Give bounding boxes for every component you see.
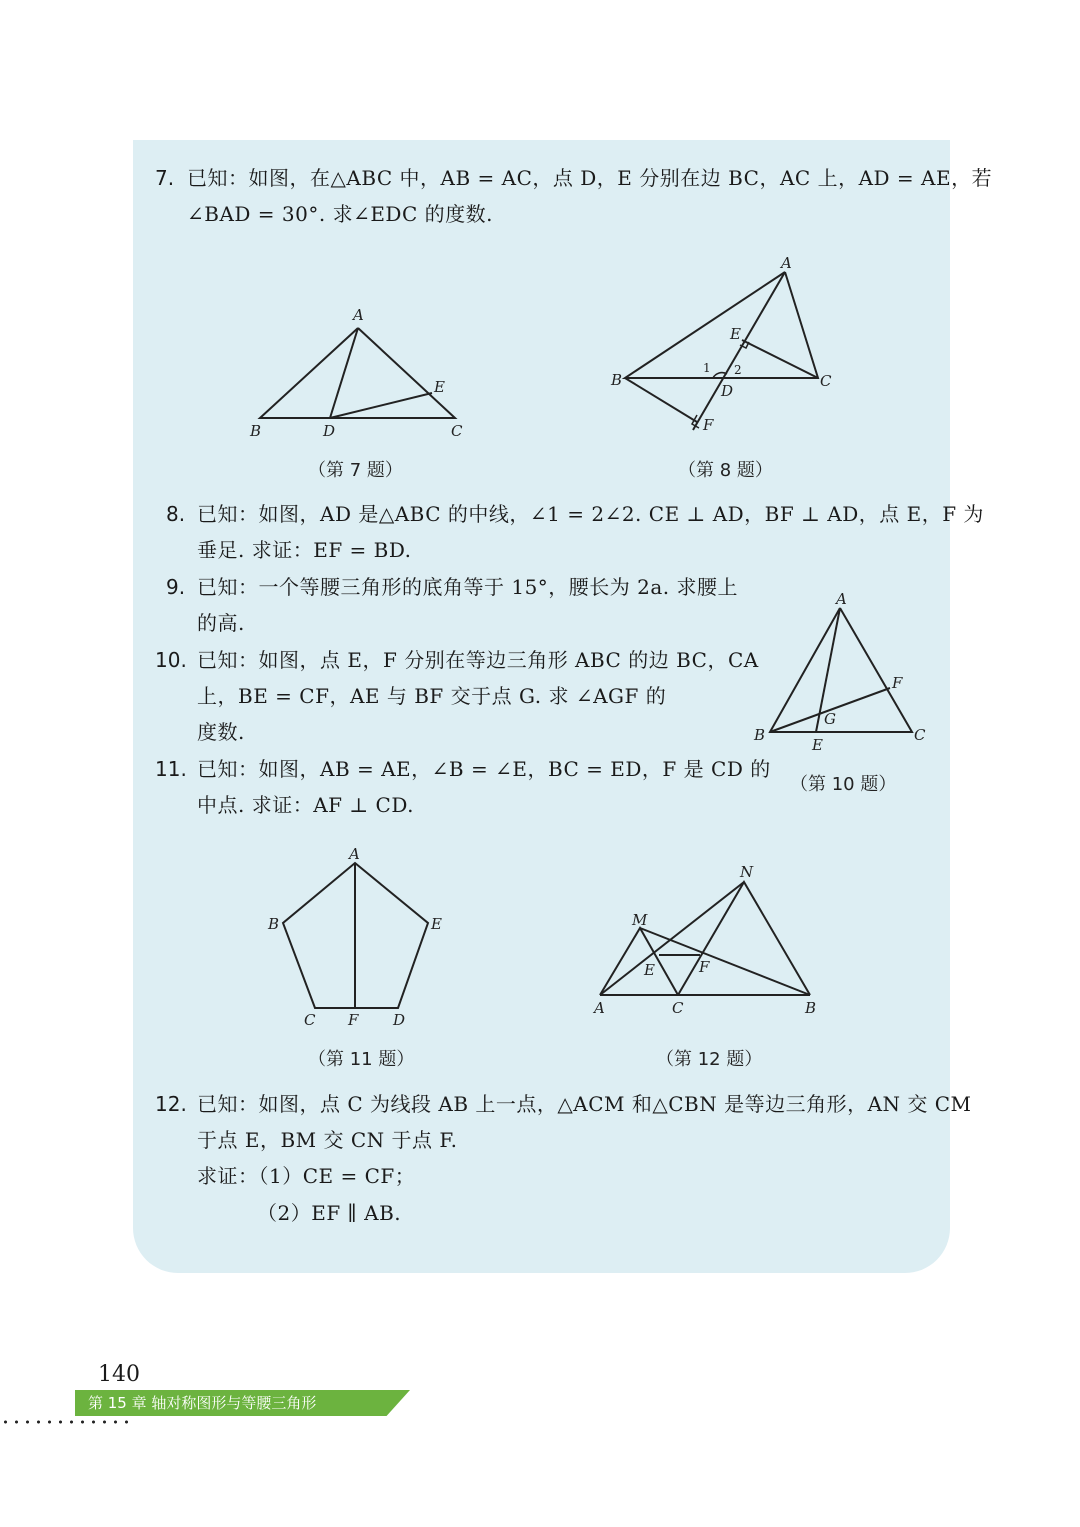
caption-fig-12: （第 12 题）	[656, 1049, 763, 1070]
caption-fig-10: （第 10 题）	[790, 774, 897, 795]
dotted-rule	[0, 1420, 136, 1424]
fig10-label-f: F	[892, 674, 903, 692]
caption-fig-8: （第 8 题）	[678, 460, 773, 481]
fig7-label-b: B	[250, 422, 262, 440]
fig7-label-d: D	[323, 422, 336, 440]
fig7-label-e: E	[434, 378, 445, 396]
fig10-label-b: B	[754, 726, 766, 744]
fig11-label-f: F	[348, 1011, 359, 1029]
fig8-label-c: C	[820, 372, 832, 390]
problem-7-line-1: 已知：如图，在△ABC 中，AB = AC，点 D，E 分别在边 BC，AC 上，AD = AE，若	[187, 166, 993, 190]
fig12-label-a: A	[594, 999, 605, 1017]
problem-11-number: 11.	[155, 757, 187, 781]
problem-10-line-2: 上，BE = CF，AE 与 BF 交于点 G. 求 ∠AGF 的	[197, 684, 667, 708]
problem-12-line-1: 已知：如图，点 C 为线段 AB 上一点，△ACM 和△CBN 是等边三角形，AN 交 CM	[197, 1092, 972, 1116]
page-number: 140	[98, 1362, 140, 1387]
fig8-label-e: E	[730, 325, 741, 343]
problem-7-number: 7.	[155, 166, 175, 190]
fig12-label-f: F	[699, 958, 710, 976]
fig8-label-b: B	[611, 371, 623, 389]
problem-10-line-3: 度数.	[197, 720, 245, 744]
problem-12-number: 12.	[155, 1092, 187, 1116]
fig11-label-c: C	[304, 1011, 316, 1029]
problem-8-line-1: 已知：如图，AD 是△ABC 的中线，∠1 = 2∠2. CE ⊥ AD，BF ⊥ AD，点 E，F 为	[197, 502, 984, 526]
problem-8-number: 8.	[166, 502, 186, 526]
fig8-label-d: D	[721, 382, 734, 400]
problem-11-line-1: 已知：如图，AB = AE，∠B = ∠E，BC = ED，F 是 CD 的	[197, 757, 771, 781]
problem-8-line-2: 垂足. 求证：EF = BD.	[197, 538, 412, 562]
caption-fig-11: （第 11 题）	[308, 1049, 415, 1070]
fig10-label-g: G	[824, 710, 836, 728]
problem-10-line-1: 已知：如图，点 E，F 分别在等边三角形 ABC 的边 BC，CA	[197, 648, 759, 672]
fig12-label-b: B	[805, 999, 817, 1017]
problem-12-line-2: 于点 E，BM 交 CN 于点 F.	[197, 1128, 458, 1152]
chapter-title: 第 15 章 轴对称图形与等腰三角形	[88, 1394, 317, 1412]
problem-9-line-1: 已知：一个等腰三角形的底角等于 15°，腰长为 2a. 求腰上	[197, 575, 739, 599]
problem-9-line-2: 的高.	[197, 611, 245, 635]
problem-12-line-4: （2）EF ∥ AB.	[257, 1201, 402, 1225]
fig8-label-1: 1	[703, 361, 711, 375]
problem-9-number: 9.	[166, 575, 186, 599]
fig12-label-n-vertex: N	[740, 863, 754, 881]
fig7-label-a: A	[353, 306, 364, 324]
fig11-label-d: D	[393, 1011, 406, 1029]
caption-fig-7: （第 7 题）	[308, 460, 403, 481]
fig8-label-2: 2	[734, 363, 742, 377]
problem-7-line-2: ∠BAD = 30°. 求∠EDC 的度数.	[187, 202, 493, 226]
fig10-label-a: A	[836, 590, 847, 608]
fig11-label-b: B	[268, 915, 280, 933]
fig10-label-c: C	[914, 726, 926, 744]
fig11-label-a: A	[349, 845, 360, 863]
problem-12-line-3: 求证：（1）CE = CF；	[197, 1164, 416, 1188]
fig7-label-c: C	[451, 422, 463, 440]
problem-10-number: 10.	[155, 648, 187, 672]
fig8-label-f: F	[703, 416, 714, 434]
fig12-label-m: M	[632, 911, 648, 929]
fig10-label-e: E	[812, 736, 823, 754]
fig12-label-c: C	[672, 999, 684, 1017]
fig12-label-e: E	[644, 961, 655, 979]
problem-11-line-2: 中点. 求证：AF ⊥ CD.	[197, 793, 415, 817]
fig11-label-e: E	[431, 915, 442, 933]
fig8-label-a: A	[781, 254, 792, 272]
